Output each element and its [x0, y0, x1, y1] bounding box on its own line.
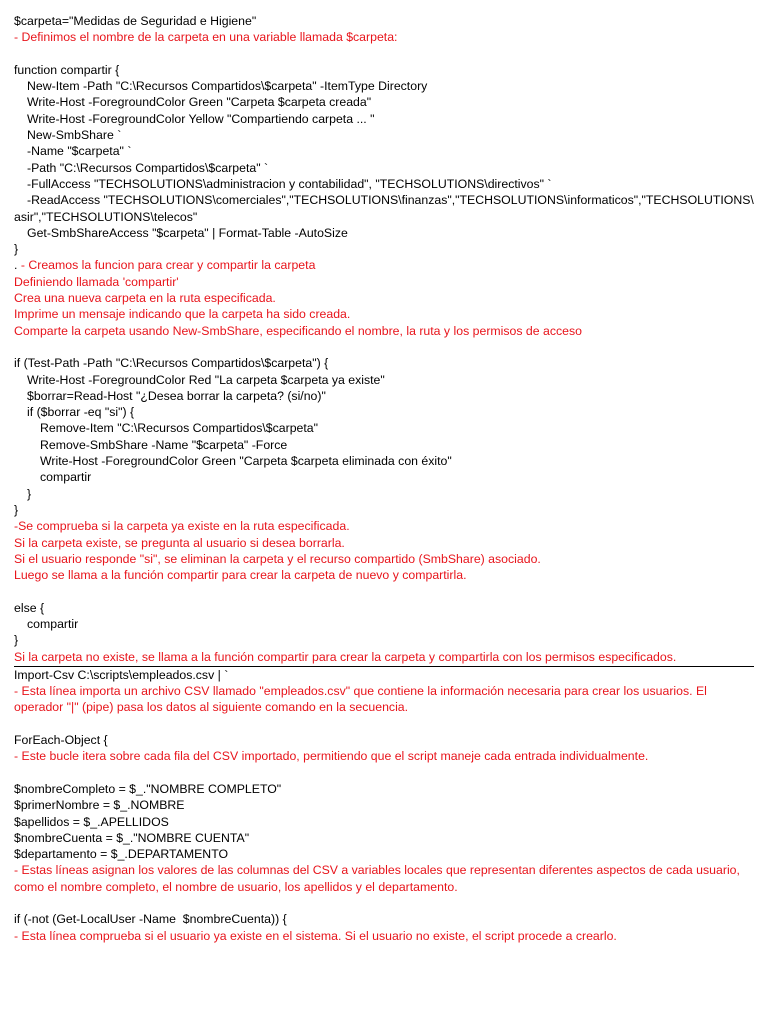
code-line: Get-SmbShareAccess "$carpeta" | Format-Table -AutoSize — [27, 225, 348, 240]
code-line: Write-Host -ForegroundColor Yellow "Compartiendo carpeta ... " — [27, 111, 375, 126]
code-line: -Name "$carpeta" ` — [27, 144, 132, 159]
code-line: $nombreCompleto = $_."NOMBRE COMPLETO" — [14, 781, 282, 796]
code-line: Write-Host -ForegroundColor Green "Carpeta $carpeta eliminada con éxito" — [40, 454, 452, 469]
code-line: New-Item -Path "C:\Recursos Compartidos\$carpeta" -ItemType Directory — [27, 79, 428, 94]
code-line: -ReadAccess "TECHSOLUTIONS\comerciales","TECHSOLUTIONS\finanzas","TECHSOLUTIONS\informaticos","TECHSOLUTIONS\ — [27, 193, 754, 208]
comment-line: Si la carpeta existe, se pregunta al usuario si desea borrarla. — [14, 535, 345, 550]
comment-line: Imprime un mensaje indicando que la carpeta ha sido creada. — [14, 307, 351, 322]
code-fragment: . — [14, 258, 21, 273]
blank-line — [14, 895, 754, 911]
code-line: Remove-SmbShare -Name "$carpeta" -Force — [40, 437, 288, 452]
blank-line — [14, 716, 754, 732]
code-line: $nombreCuenta = $_."NOMBRE CUENTA" — [14, 830, 250, 845]
code-line: if (-not (Get-LocalUser -Name $nombreCuenta)) { — [14, 912, 287, 927]
comment-paragraph: - Esta línea importa un archivo CSV llamado "empleados.csv" que contiene la información necesaria para crear los usuarios. El operador "|" (pipe) pasa los datos al siguiente comando en la secuencia. — [14, 684, 711, 715]
code-line: compartir — [27, 616, 79, 631]
blank-line — [14, 339, 754, 355]
code-line: function compartir { — [14, 62, 120, 77]
comment-line: Si el usuario responde "si", se eliminan la carpeta y el recurso compartido (SmbShare) asociado. — [14, 551, 541, 566]
code-line: else { — [14, 600, 45, 615]
comment-line: Si la carpeta no existe, se llama a la función compartir para crear la carpeta y compartirla con los permisos especificados. — [14, 649, 677, 664]
comment-paragraph: - Estas líneas asignan los valores de las columnas del CSV a variables locales que representan diferentes aspectos de cada usuario, como el nombre completo, el nombre de usuario, los apellidos y el departamento. — [14, 863, 744, 894]
code-line: if ($borrar -eq "si") { — [27, 405, 135, 420]
code-line: } — [14, 242, 19, 257]
code-line: -FullAccess "TECHSOLUTIONS\administracion y contabilidad", "TECHSOLUTIONS\directivos" ` — [27, 176, 552, 191]
document-page — [14, 13, 754, 944]
code-line: Remove-Item "C:\Recursos Compartidos\$carpeta" — [40, 421, 318, 436]
code-line: } — [14, 502, 19, 517]
code-line: } — [14, 633, 19, 648]
code-line: asir","TECHSOLUTIONS\telecos" — [14, 209, 198, 224]
code-line: } — [27, 486, 32, 501]
comment-line: Crea una nueva carpeta en la ruta especificada. — [14, 291, 276, 306]
blank-line — [14, 583, 754, 599]
mixed-line — [14, 257, 754, 273]
code-line: Import-Csv C:\scripts\empleados.csv | ` — [14, 667, 229, 682]
code-line: -Path "C:\Recursos Compartidos\$carpeta" ` — [27, 160, 269, 175]
code-line: if (Test-Path -Path "C:\Recursos Compartidos\$carpeta") { — [14, 356, 329, 371]
code-line: Write-Host -ForegroundColor Green "Carpeta $carpeta creada" — [27, 95, 372, 110]
code-line: $apellidos = $_.APELLIDOS — [14, 814, 169, 829]
comment-line: Definiendo llamada 'compartir' — [14, 274, 179, 289]
code-line: $departamento = $_.DEPARTAMENTO — [14, 847, 229, 862]
code-line: $borrar=Read-Host "¿Desea borrar la carpeta? (si/no)" — [27, 388, 326, 403]
comment-line: Comparte la carpeta usando New-SmbShare, especificando el nombre, la ruta y los permisos de acceso — [14, 323, 582, 338]
comment-line: -Se comprueba si la carpeta ya existe en la ruta especificada. — [14, 519, 350, 534]
code-line: $primerNombre = $_.NOMBRE — [14, 798, 185, 813]
comment-line: - Esta línea comprueba si el usuario ya existe en el sistema. Si el usuario no existe, el script procede a crearlo. — [14, 928, 617, 943]
comment-line: - Este bucle itera sobre cada fila del CSV importado, permitiendo que el script maneje cada entrada individualmente. — [14, 749, 649, 764]
code-line: compartir — [40, 470, 92, 485]
code-line: $carpeta="Medidas de Seguridad e Higiene" — [14, 14, 257, 28]
comment-line: - Definimos el nombre de la carpeta en una variable llamada $carpeta: — [14, 30, 398, 45]
code-line: Write-Host -ForegroundColor Red "La carpeta $carpeta ya existe" — [27, 372, 385, 387]
comment-line: Luego se llama a la función compartir para crear la carpeta de nuevo y compartirla. — [14, 568, 467, 583]
code-line: New-SmbShare ` — [27, 128, 122, 143]
blank-line — [14, 765, 754, 781]
code-line: ForEach-Object { — [14, 733, 108, 748]
comment-fragment: - Creamos la funcion para crear y compartir la carpeta — [20, 258, 316, 273]
blank-line — [14, 46, 754, 62]
